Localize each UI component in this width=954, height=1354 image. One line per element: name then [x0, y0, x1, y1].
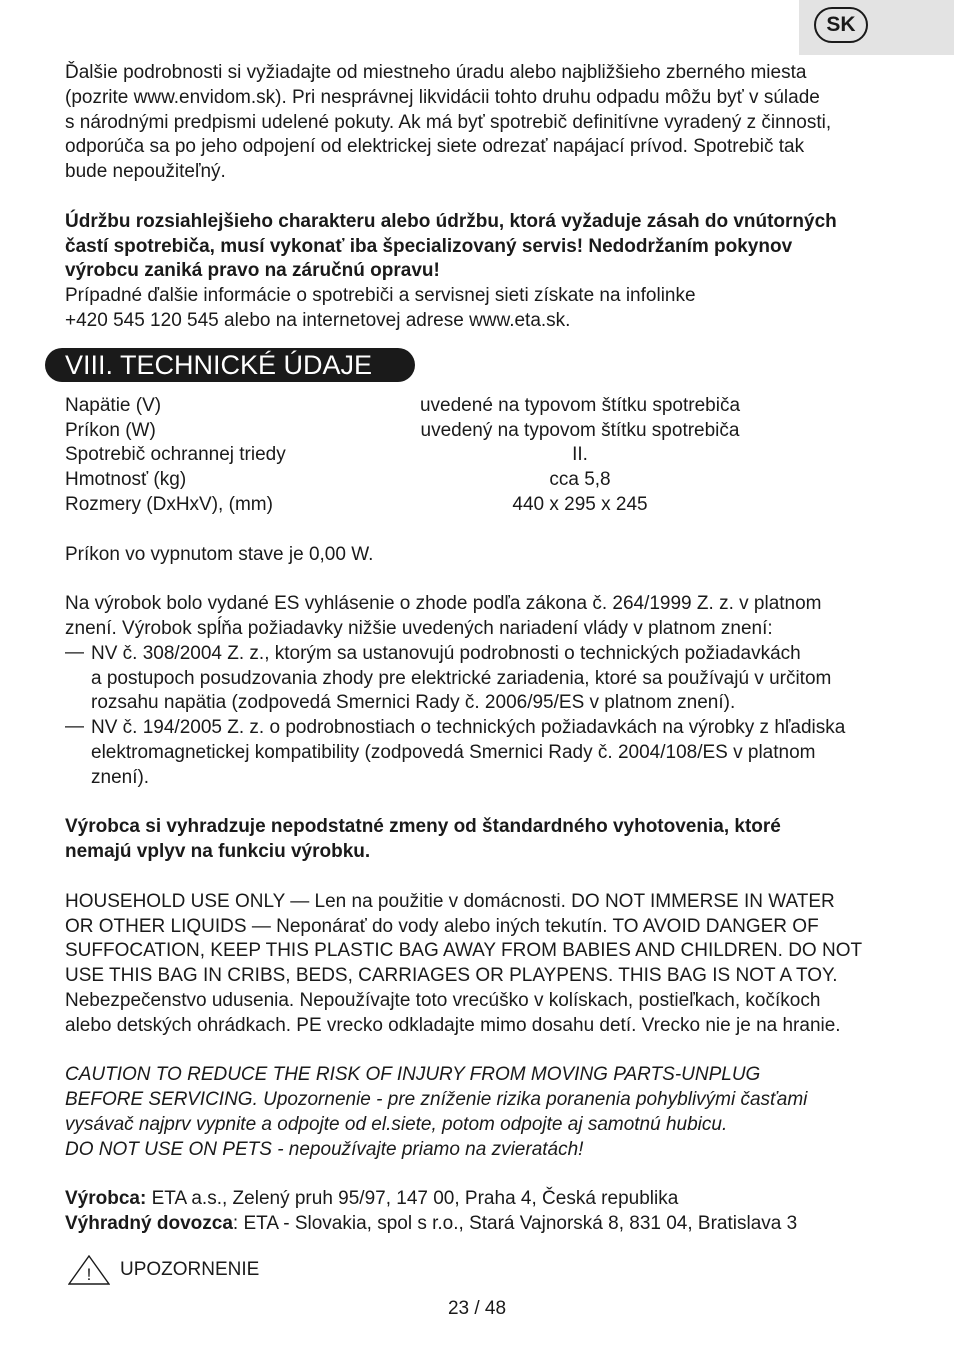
household-warning: HOUSEHOLD USE ONLY — Len na použitie v domácnosti. DO NOT IMMERSE IN WATER OR OTHER LIQUIDS — Neponárať do vody alebo iných tekutín. TO AVOID DANGER OF SUFFOCATION, KEEP THIS PLASTIC BAG AWAY FROM BABIES AND CHILDREN. DO NOT USE THIS BAG IN CRIBS, BEDS, CARRIAGES OR PLAYPENS. THIS BAG IS NOT A TOY. Nebezpečenstvo udusenia. Nepoužívajte toto vrecúško v kolískach, postieľkach, kočíkoch alebo detských ohrádkach. PE vrecko odkladajte mimo dosahu detí. Vrecko nie je na hranie.	[65, 890, 863, 1036]
spec-row: Napätie (V) uvedené na typovom štítku spotrebiča	[65, 394, 741, 416]
standby-power: Príkon vo vypnutom stave je 0,00 W.	[65, 543, 374, 565]
regulation-item: — NV č. 308/2004 Z. z., ktorým sa ustanovujú podrobnosti o technických požiadavkách a postupoch posudzovania zhody pre elektrické zariadenia, ktoré sa používajú v určitom rozsahu napätia (zodpovedá Smernici Rady č. 2006/95/ES v platnom znení).	[65, 641, 832, 714]
regulation-item: — NV č. 194/2005 Z. z. o podrobnostiach o technických požiadavkách na výrobky z hľadiska elektromagnetickej kompatibility (zodpovedá Smernici Rady č. 2004/108/ES v platnom znení).	[65, 716, 846, 788]
changes-notice: Výrobca si vyhradzuje nepodstatné zmeny od štandardného vyhotovenia, ktoré nemajú vplyv na funkciu výrobku.	[65, 816, 781, 863]
page-number: 23 / 48	[447, 1298, 507, 1319]
language-badge: SK	[814, 7, 868, 43]
service-warning: Údržbu rozsiahlejšieho charakteru alebo údržbu, ktorá vyžaduje zásah do vnútorných častí spotrebiča, musí vykonať iba špecializovaný servis! Nedodržaním pokynov výrobcu zaniká pravo na záručnú opravu! Prípadné ďalšie informácie o spotrebiči a servisnej sieti získate na infolinke +420 545 120 545 alebo na internetovej adrese www.eta.sk.	[65, 210, 837, 331]
importer-line: Výhradný dovozca: ETA - Slovakia, spol s r.o., Stará Vajnorská 8, 831 04, Bratislava 3	[65, 1213, 798, 1235]
disposal-paragraph: Ďalšie podrobnosti si vyžiadajte od miestneho úradu alebo najbližšieho zberného miesta (pozrite www.envidom.sk). Pri nesprávnej likvidácii tohto druhu odpadu môžu byť v súlade s národnými predpismi udelené pokuty. Ak má byť spotrebič definitívne vyradený z činnosti, odporúča sa po jeho odpojení od elektrickej siete odrezať napájací prívod. Spotrebič tak bude nepoužiteľný.	[65, 62, 832, 183]
spec-row: Hmotnosť (kg) cca 5,8	[65, 469, 611, 491]
spec-row: Rozmery (DxHxV), (mm) 440 x 295 x 245	[65, 493, 648, 515]
svg-text:!: !	[86, 1264, 92, 1284]
warning-notice	[65, 1255, 915, 1285]
declaration: Na výrobok bolo vydané ES vyhlásenie o zhode podľa zákona č. 264/1999 Z. z. v platnom znení. Výrobok spĺňa požiadavky nižšie uvedených nariadení vlády v platnom znení: — NV č. 308/2004 Z. z., ktorým sa ustanovujú podrobnosti o technických požiadavkách a postupoch posudzovania zhody pre elektrické zariadenia, ktoré sa používajú v určitom rozsahu napätia (zodpovedá Smernici Rady č. 2006/95/ES v platnom znení). — NV č. 194/2005 Z. z. o podrobnostiach o technických požiadavkách na výrobky z hľadiska elektromagnetickej kompatibility (zodpovedá Smernici Rady č. 2004/108/ES v platnom znení).	[65, 592, 915, 790]
page-content	[65, 61, 915, 1285]
language-tab	[799, 0, 954, 55]
warning-triangle-icon	[68, 1255, 110, 1285]
spec-row: Príkon (W) uvedený na typovom štítku spotrebiča	[65, 419, 740, 441]
spec-row: Spotrebič ochrannej triedy II.	[65, 444, 588, 466]
manufacturer-line: Výrobca: ETA a.s., Zelený pruh 95/97, 147 00, Praha 4, Česká republika	[65, 1188, 679, 1210]
warning-label: UPOZORNENIE	[120, 1258, 260, 1280]
section-title: VIII. TECHNICKÉ ÚDAJE	[45, 348, 415, 382]
caution-notice: CAUTION TO REDUCE THE RISK OF INJURY FROM MOVING PARTS-UNPLUG BEFORE SERVICING. Upozornenie - pre zníženie rizika poranenia pohyblivými časťami vysávač najprv vypnite a odpojte od el.siete, potom odpojte aj samotnú hubicu. DO NOT USE ON PETS - nepoužívajte priamo na zvieratách!	[65, 1064, 808, 1160]
spec-table	[65, 394, 752, 518]
